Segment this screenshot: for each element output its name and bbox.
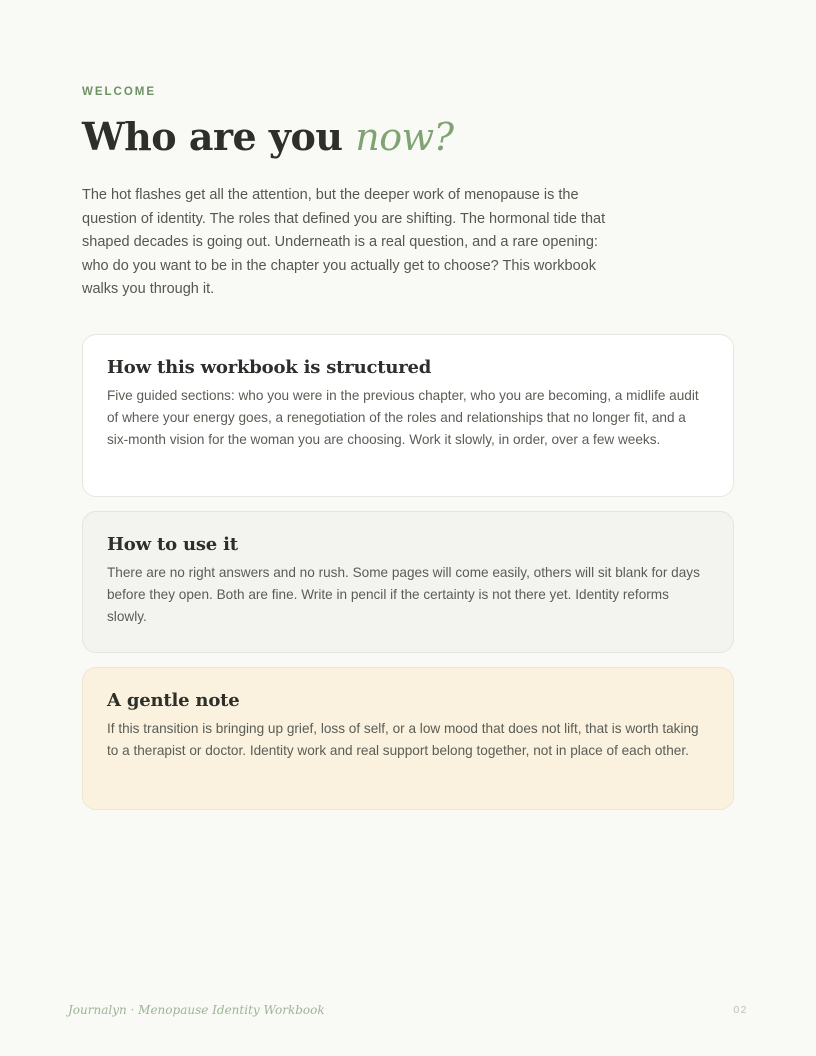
structure-card-body: Five guided sections: who you were in the previous chapter, who you are becoming, a midlife audit of where your energy goes, a renegotiation of the roles and relationships that no longer fit, and a six-month vision for the woman you are choosing. Work it slowly, in order, over a few weeks. bbox=[107, 388, 699, 447]
usage-card bbox=[82, 511, 734, 653]
page-number: 02 bbox=[733, 1004, 748, 1016]
footer-brand: Journalyn · Menopause Identity Workbook bbox=[68, 1003, 325, 1017]
title-main: Who are you bbox=[82, 114, 343, 159]
intro-paragraph: The hot flashes get all the attention, but the deeper work of menopause is the question of identity. The roles that defined you are shifting. The hormonal tide that shaped decades is going out. Underneath is a real question, and a rare opening: who do you want to be in the chapter you actually get to choose? This workbook walks you through it. bbox=[82, 187, 606, 297]
page-title bbox=[82, 114, 453, 159]
gentle-note-body: If this transition is bringing up grief, loss of self, or a low mood that does not lift, that is worth taking to a therapist or doctor. Identity work and real support belong together, not in place of each other. bbox=[107, 721, 699, 758]
gentle-note-card bbox=[82, 667, 734, 810]
title-accent: now? bbox=[355, 115, 454, 159]
gentle-note-heading: A gentle note bbox=[107, 690, 240, 711]
section-label: WELCOME bbox=[82, 86, 157, 98]
structure-card-heading: How this workbook is structured bbox=[107, 357, 432, 378]
structure-card bbox=[82, 334, 734, 497]
usage-card-body: There are no right answers and no rush. Some pages will come easily, others will sit blank for days before they open. Both are fine. Write in pencil if the certainty is not there yet. Identity reforms slowly. bbox=[107, 565, 700, 624]
usage-card-heading: How to use it bbox=[107, 534, 238, 555]
